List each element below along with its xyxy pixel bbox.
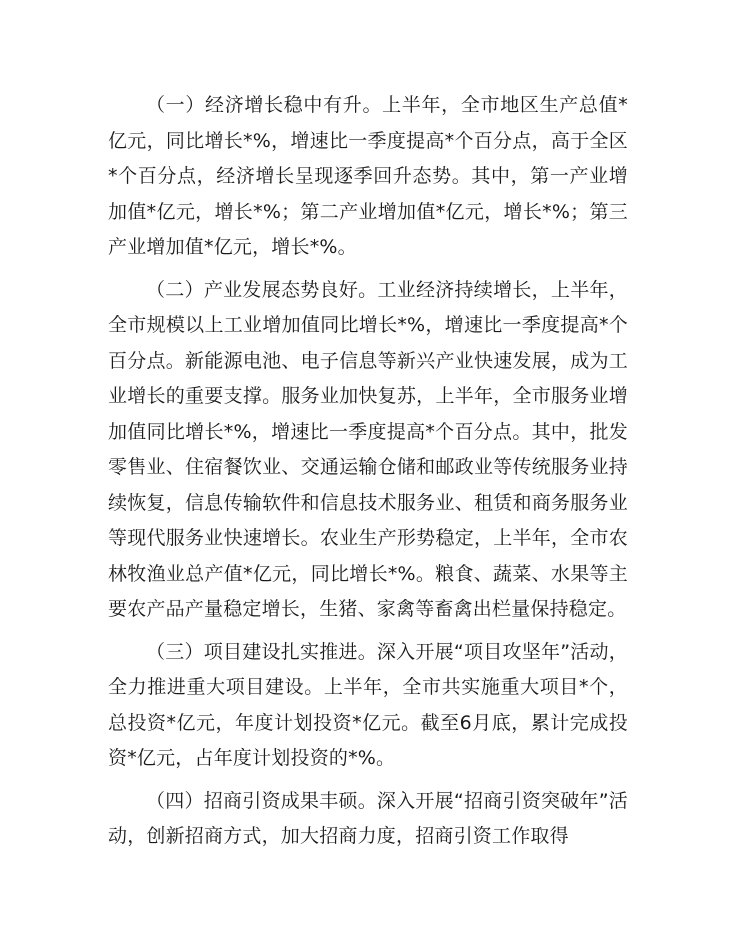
paragraph-industry-development: （二）产业发展态势良好。工业经济持续增长，上半年，全市规模以上工业增加值同比增长*%，增速比一季度提高*个百分点。新能源电池、电子信息等新兴产业快速发展，成为工业增长的重要支撑。服务业加快复苏，上半年，全市服务业增加值同比增长*%，增速比一季度提高*个百分点。其中，批发零售业、住宿餐饮业、交通运输仓储和邮政业等传统服务业持续恢复，信息传输软件和信息技术服务业、租赁和商务服务业等现代服务业快速增长。农业生产形势稳定，上半年，全市农林牧渔业总产值*亿元，同比增长*%。粮食、蔬菜、水果等主要农产品产量稳定增长，生猪、家禽等畜禽出栏量保持稳定。 <box>108 278 628 620</box>
paragraph-economic-growth: （一）经济增长稳中有升。上半年，全市地区生产总值*亿元，同比增长*%，增速比一季度提高*个百分点，高于全区*个百分点，经济增长呈现逐季回升态势。其中，第一产业增加值*亿元，增长*%；第二产业增加值*亿元，增长*%；第三产业增加值*亿元，增长*%。 <box>108 94 628 258</box>
paragraph-project-construction: （三）项目建设扎实推进。深入开展“项目攻坚年”活动，全力推进重大项目建设。上半年，全市共实施重大项目*个，总投资*亿元，年度计划投资*亿元。截至6月底，累计完成投资*亿元，占年度计划投资的*%。 <box>108 640 628 769</box>
paragraph-investment-attraction: （四）招商引资成果丰硕。深入开展“招商引资突破年”活动，创新招商方式，加大招商力度，招商引资工作取得 <box>108 789 628 847</box>
document-body <box>108 88 628 862</box>
